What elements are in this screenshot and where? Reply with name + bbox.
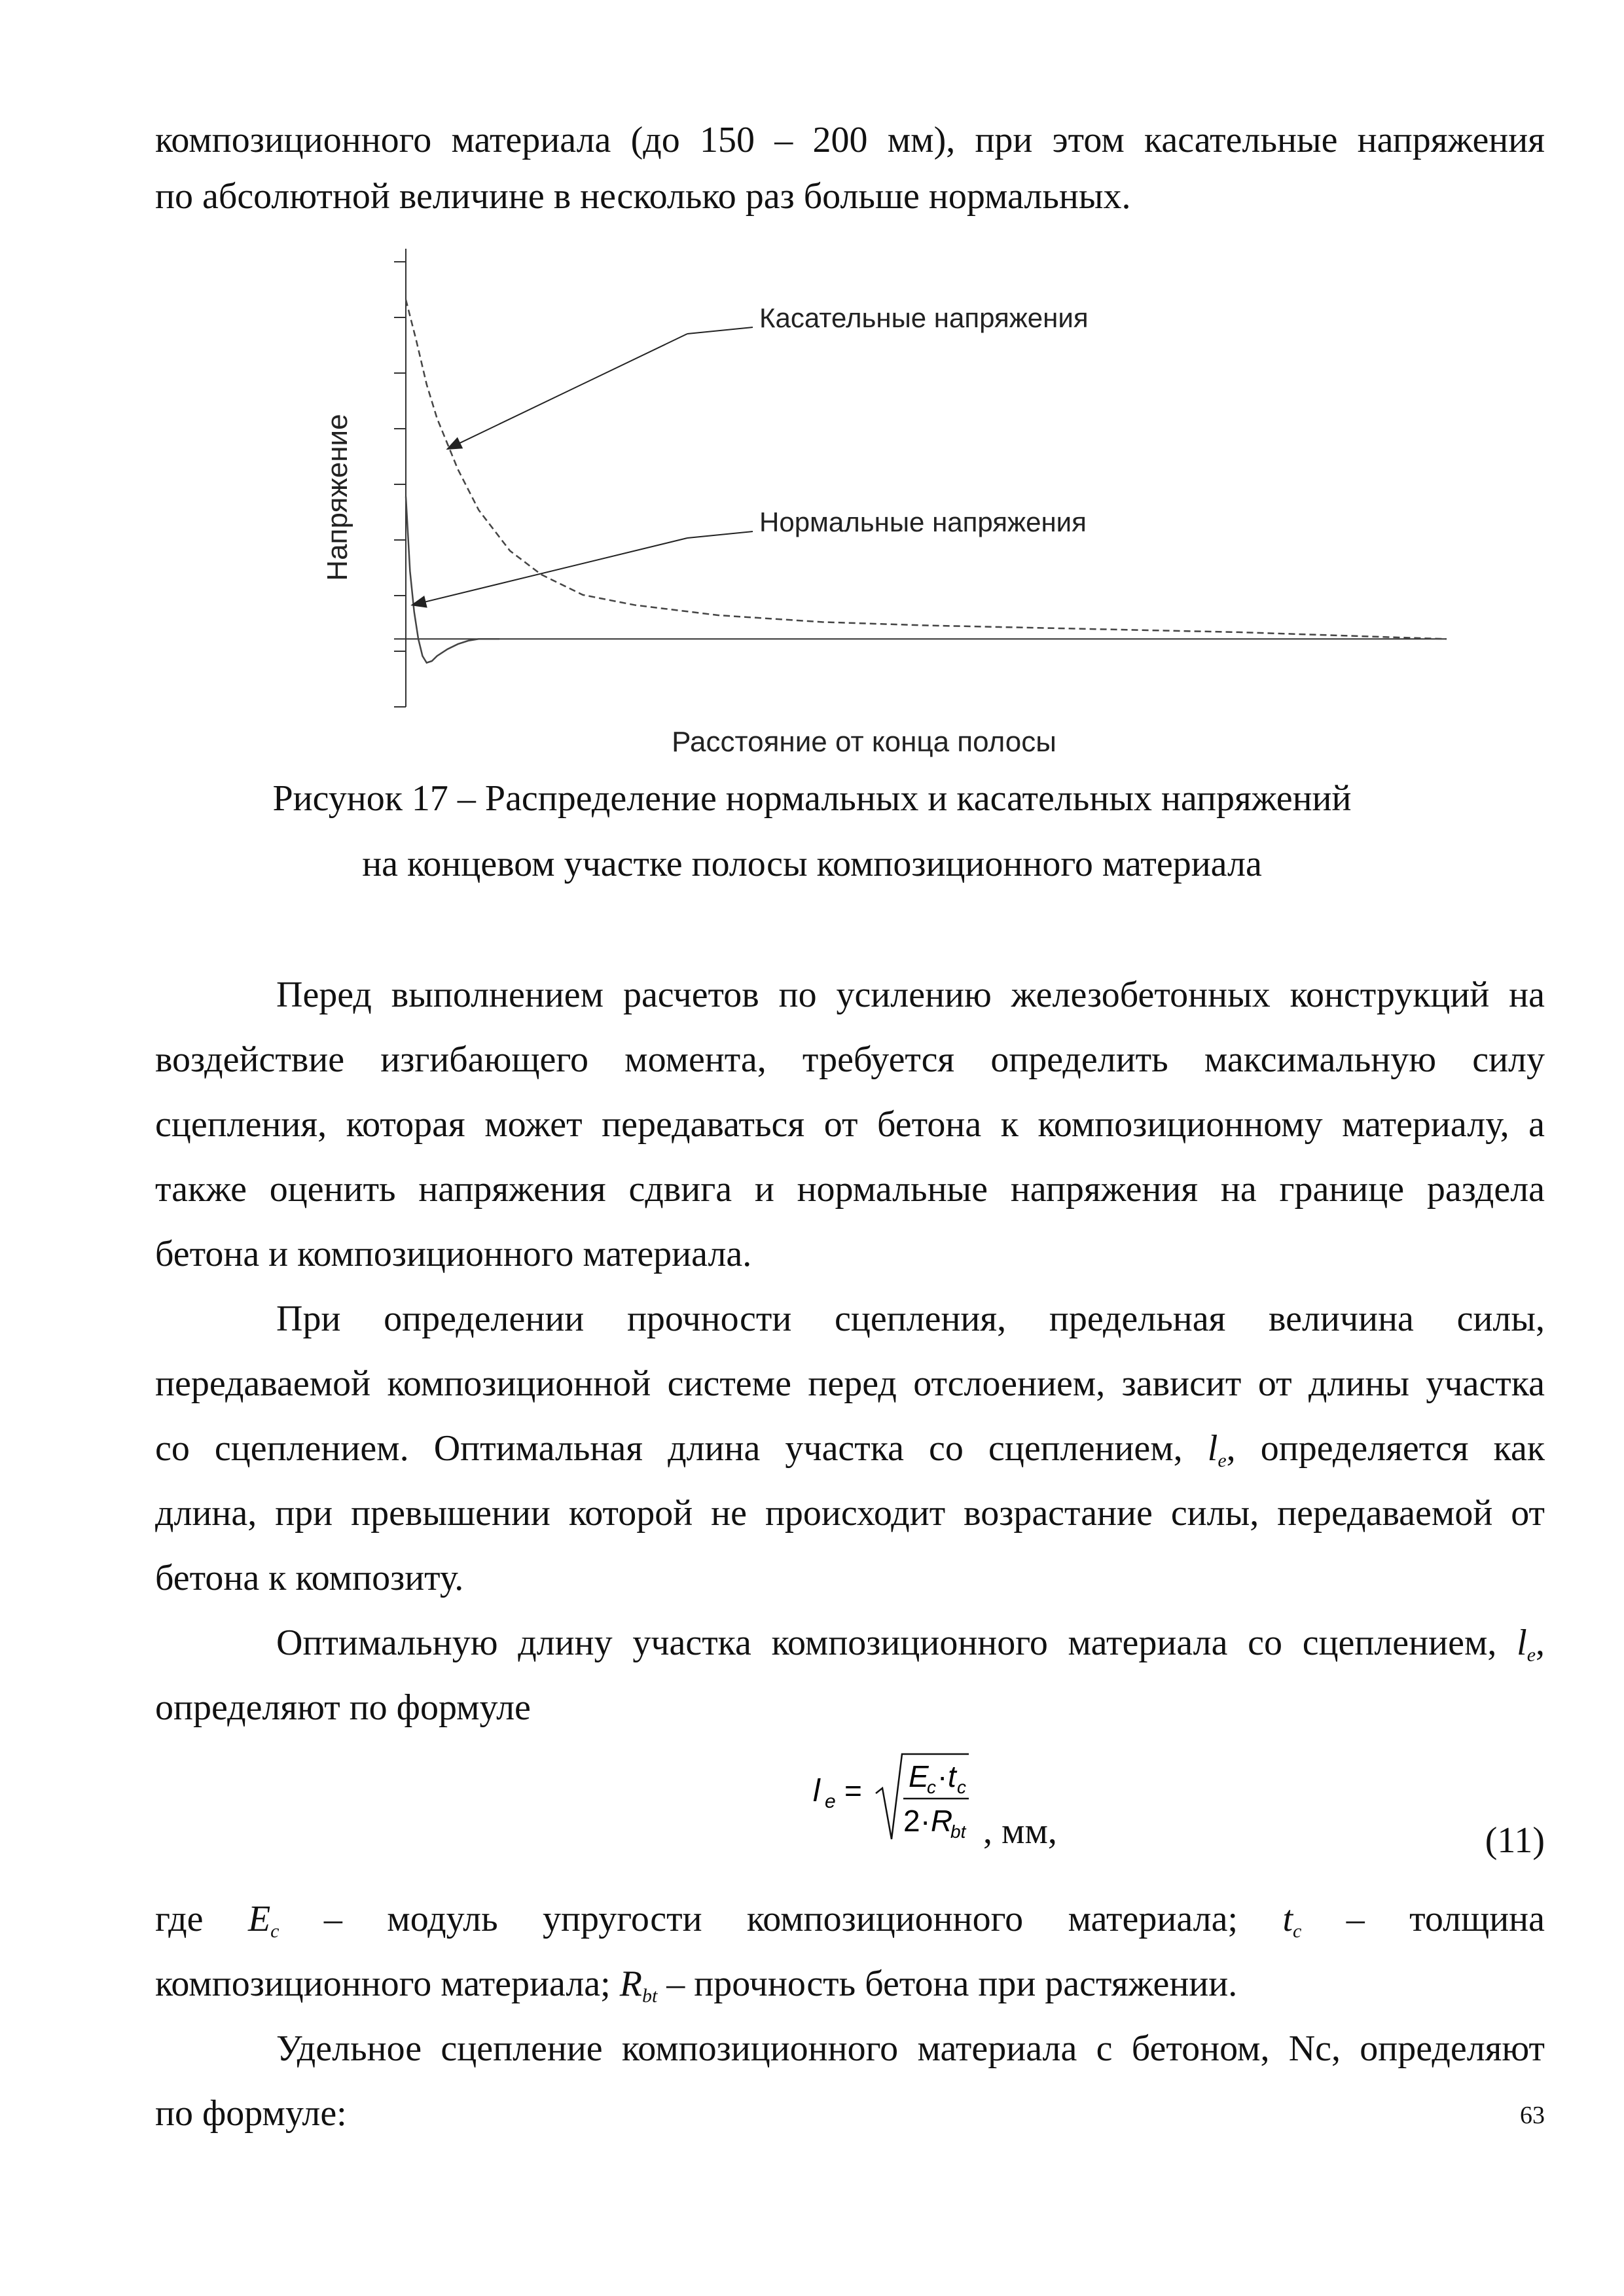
p2-line-3-a: со сцеплением. Оптимальная длина участка со сцеплением, — [155, 1428, 1183, 1469]
formula-dot: · — [937, 1759, 948, 1793]
p2-line-3-b: определяется как — [1260, 1428, 1545, 1469]
intro-line-2: по абсолютной величине в несколько раз больше нормальных. — [155, 176, 1131, 217]
x-axis-label: Расстояние от конца полосы — [672, 726, 1056, 758]
series-label-1: Нормальные напряжения — [759, 507, 1087, 537]
symbol-tc: $t_c$ — [1282, 1899, 1302, 1942]
formula-equals: = — [844, 1774, 862, 1808]
p5-line-1: Удельное сцепление композиционного материала с бетоном, Nc, определяют — [276, 2028, 1545, 2069]
p4-line-2-b: – прочность бетона при растяжении. — [666, 1964, 1238, 2004]
symbol-Ec: $E_c$ — [247, 1899, 280, 1942]
p1-line-3: сцепления, которая может передаваться от бетона к композиционному материалу, а — [155, 1104, 1545, 1145]
leader-line-0 — [687, 327, 753, 334]
formula-unit: , мм, — [983, 1811, 1057, 1852]
p1-line-5: бетона и композиционного материала. — [155, 1234, 752, 1274]
stress-chart — [295, 236, 1473, 759]
p1-line-4: также оценить напряжения сдвига и нормальные напряжения на границе раздела — [155, 1169, 1545, 1210]
y-axis-label: Напряжение — [321, 414, 353, 581]
series-label-0: Касательные напряжения — [759, 302, 1089, 333]
p1-line-2: воздействие изгибающего момента, требуется определить максимальную силу — [155, 1039, 1545, 1080]
symbol-le: $l_e$ — [1207, 1428, 1227, 1471]
leader-arrow-0 — [448, 334, 687, 449]
p4-where: где — [155, 1899, 204, 1939]
p4-line-2-a: композиционного материала; — [155, 1964, 611, 2004]
p2-line-1: При определении прочности сцепления, предельная величина силы, — [276, 1299, 1545, 1339]
p2-line-3: со сцеплением. Оптимальная длина участка со сцеплением, $l_e$, определяется как — [155, 1428, 1545, 1471]
formula-l: l — [813, 1774, 820, 1808]
formula-tc-sub: c — [957, 1777, 966, 1797]
symbol-Rbt: $R_{bt}$ — [619, 1964, 658, 2007]
chart-labels — [321, 302, 1089, 758]
formula-tc: t — [948, 1759, 956, 1793]
formula-l-sub: e — [825, 1791, 836, 1812]
p3-line-1-a: Оптимальную длину участка композиционного материала со сцеплением, — [276, 1623, 1497, 1663]
formula-Ec-sub: c — [927, 1777, 936, 1797]
equation-number: (11) — [1485, 1820, 1545, 1861]
leader-arrow-1 — [412, 538, 687, 605]
stress-chart-svg — [295, 236, 1473, 759]
p2-line-4: длина, при превышении которой не происходит возрастание силы, передаваемой от — [155, 1493, 1545, 1534]
formula-two: 2 — [903, 1804, 920, 1838]
p2-line-2: передаваемой композиционной системе перед отслоением, зависит от длины участка — [155, 1363, 1545, 1404]
figure-caption-line-1: Рисунок 17 – Распределение нормальных и касательных напряжений — [272, 778, 1352, 819]
figure-caption-line-2: на концевом участке полосы композиционного материала — [362, 844, 1262, 884]
formula-Rbt-sub: bt — [950, 1821, 966, 1842]
p5-line-2: по формуле: — [155, 2093, 347, 2134]
p1-line-1: Перед выполнением расчетов по усилению железобетонных конструкций на — [276, 975, 1545, 1015]
leader-line-1 — [687, 531, 753, 538]
chart-marks — [406, 300, 1447, 663]
p4-line-1-c: – толщина — [1346, 1899, 1545, 1939]
series-line-1 — [406, 497, 499, 663]
formula-dot-2: · — [920, 1804, 931, 1838]
p2-line-5: бетона к композиту. — [155, 1558, 464, 1598]
series-line-0 — [406, 300, 1447, 639]
formula-Rbt: R — [931, 1804, 953, 1838]
p3-line-2: определяют по формуле — [155, 1687, 531, 1728]
page-number: 63 — [1520, 2102, 1545, 2129]
p4-line-1-b: – модуль упругости композиционного материала; — [323, 1899, 1238, 1939]
intro-line-1: композиционного материала (до 150 – 200 мм), при этом касательные напряжения — [155, 120, 1545, 160]
formula-Ec: E — [909, 1759, 929, 1793]
symbol-le-2: $l_e$ — [1517, 1623, 1536, 1666]
p3-line-1: Оптимальную длину участка композиционного материала со сцеплением, $l_e$, — [276, 1623, 1545, 1666]
